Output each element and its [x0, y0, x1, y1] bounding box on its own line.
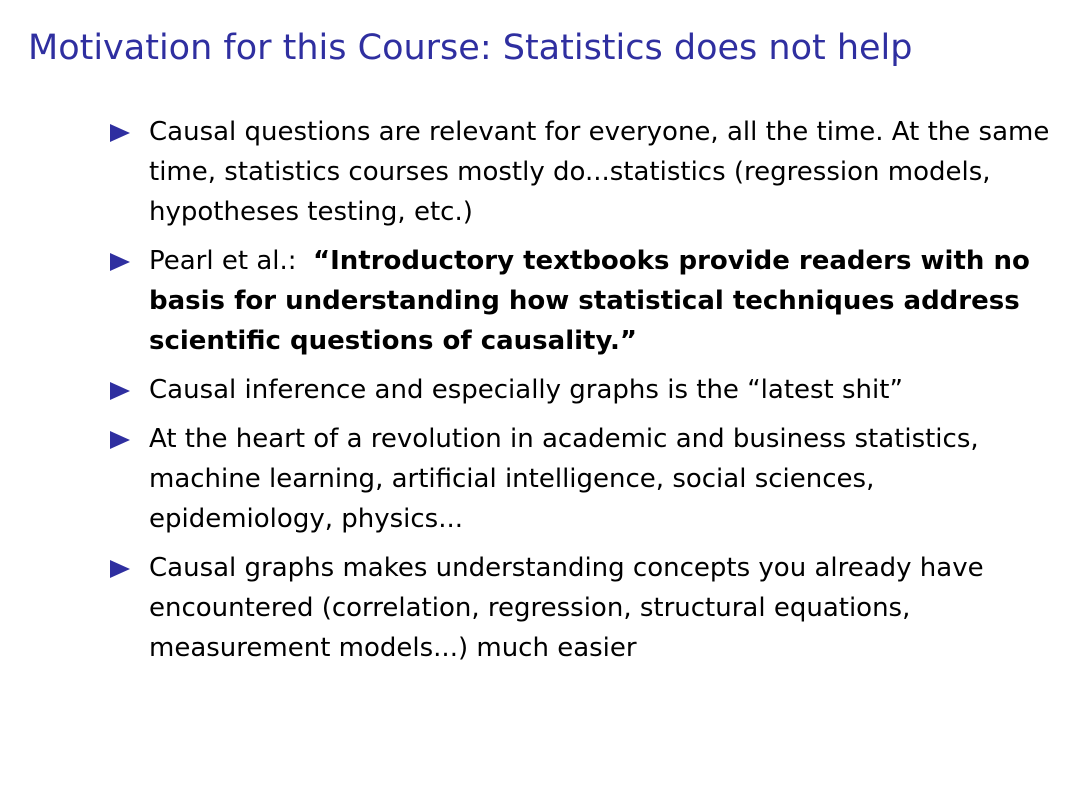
- bullet-text: Causal inference and especially graphs is the “latest shit”: [149, 375, 903, 405]
- slide-title: Motivation for this Course: Statistics does not help: [28, 28, 913, 68]
- triangle-right-icon: [110, 560, 130, 578]
- bullet-quote-source: Pearl et al.:: [149, 246, 314, 276]
- bullet-text: At the heart of a revolution in academic and business statistics, machine learning, artificial intelligence, social sciences, epidemiology, physics...: [149, 424, 979, 534]
- triangle-right-icon: [110, 124, 130, 142]
- bullet-item: [110, 548, 1050, 668]
- bullet-item: [110, 419, 1050, 539]
- bullet-item: [110, 370, 1050, 410]
- bullet-item: [110, 112, 1050, 232]
- bullet-item: [110, 241, 1050, 361]
- triangle-right-icon: [110, 431, 130, 449]
- triangle-right-icon: [110, 382, 130, 400]
- bullet-text: Causal questions are relevant for everyone, all the time. At the same time, statistics courses mostly do...statistics (regression models, hypotheses testing, etc.): [149, 117, 1050, 227]
- bullet-list: [110, 112, 1050, 677]
- bullet-text: Causal graphs makes understanding concepts you already have encountered (correlation, regression, structural equations, measurement models...) much easier: [149, 553, 984, 663]
- bullet-quote: “Introductory textbooks provide readers with no basis for understanding how statistical techniques address scientific questions of causality.”: [149, 246, 1030, 356]
- triangle-right-icon: [110, 253, 130, 271]
